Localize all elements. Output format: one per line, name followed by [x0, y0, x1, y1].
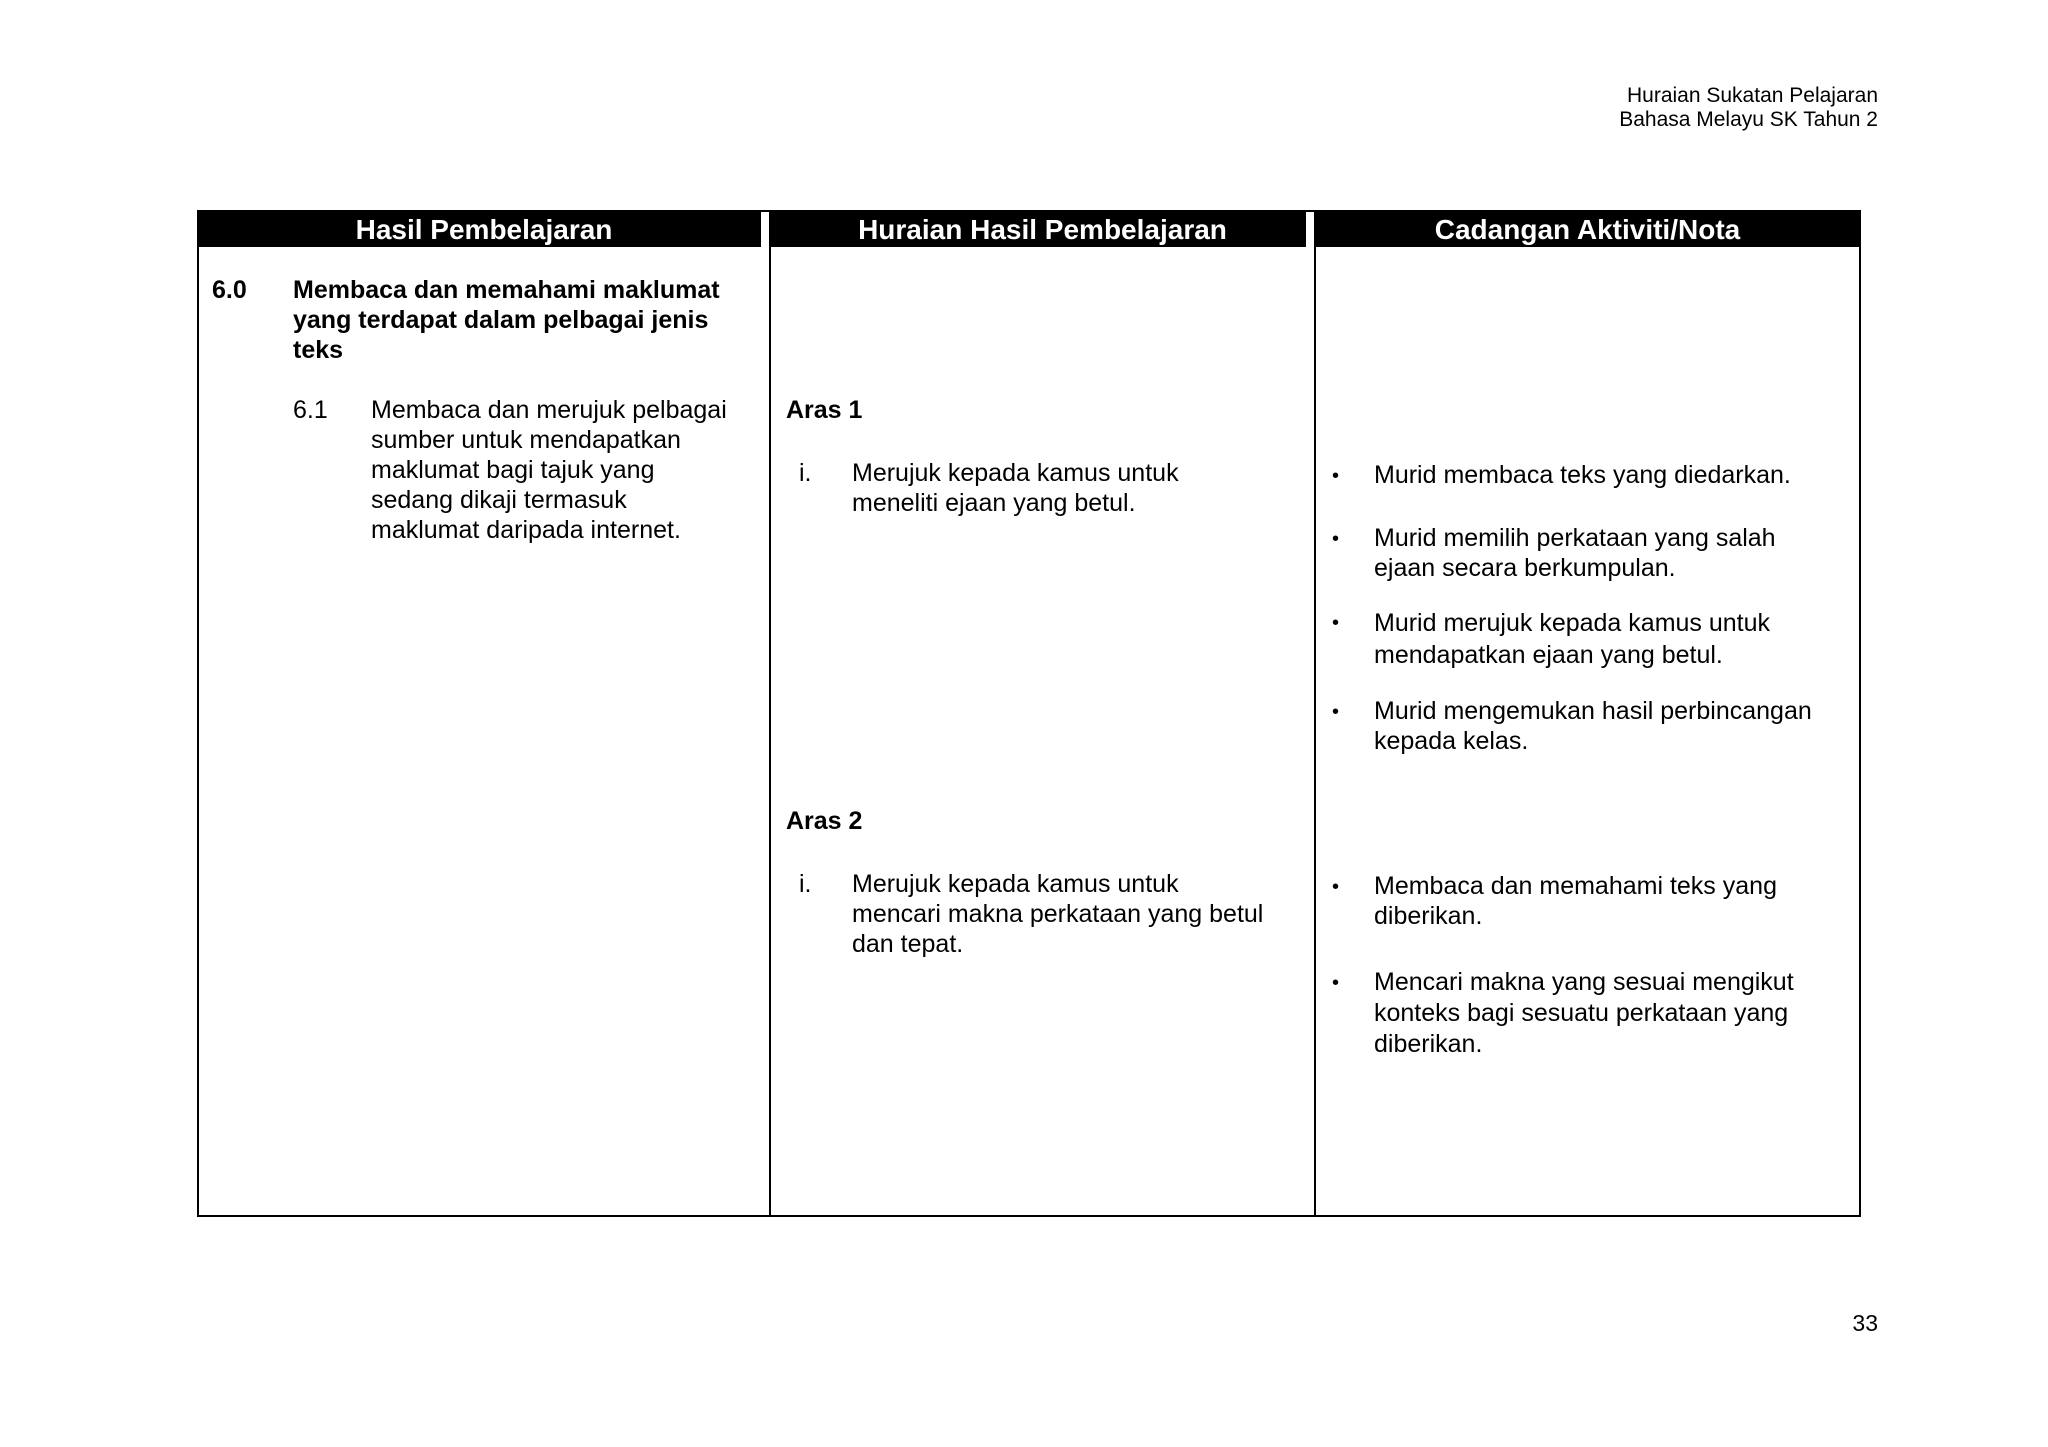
level-1-text [852, 458, 1302, 518]
text-line: kepada kelas. [1374, 727, 1529, 755]
level-2-label: Aras 2 [786, 807, 863, 835]
text-line: Murid mengemukan hasil perbincangan [1374, 697, 1812, 725]
bullet-icon: • [1332, 612, 1340, 634]
column-divider [1314, 212, 1316, 1215]
activity-item [1374, 871, 1854, 931]
main-outcome-number: 6.0 [212, 276, 247, 304]
page-number: 33 [1852, 1310, 1878, 1336]
column-header-huraian: Huraian Hasil Pembelajaran [858, 214, 1227, 245]
header-line-2: Bahasa Melayu SK Tahun 2 [1619, 108, 1878, 131]
text-line: konteks bagi sesuatu perkataan yang [1374, 999, 1789, 1027]
level-2-text [852, 869, 1312, 959]
activity-item [1374, 967, 1854, 1060]
column-divider [769, 212, 771, 1215]
bullet-icon: • [1332, 972, 1340, 994]
bullet-icon: • [1332, 876, 1340, 898]
sub-outcome-text [371, 395, 761, 545]
text-line: Mencari makna yang sesuai mengikut [1374, 968, 1794, 996]
text-line: dan tepat. [852, 930, 964, 958]
title-line: teks [293, 336, 344, 364]
level-1-marker: i. [799, 459, 812, 487]
column-header-cadangan: Cadangan Aktiviti/Nota [1434, 214, 1741, 245]
text-line: sedang dikaji termasuk [371, 486, 627, 514]
sub-outcome-number: 6.1 [293, 396, 328, 424]
text-line: maklumat bagi tajuk yang [371, 456, 655, 484]
bullet-icon: • [1332, 528, 1340, 550]
text-line: sumber untuk mendapatkan [371, 426, 681, 454]
text-line: Membaca dan memahami teks yang [1374, 872, 1777, 900]
bullet-icon: • [1332, 465, 1340, 487]
text-line: Murid membaca teks yang diedarkan. [1374, 461, 1791, 489]
activity-item [1374, 607, 1854, 671]
running-header [1619, 84, 1878, 132]
text-line: Merujuk kepada kamus untuk [852, 459, 1179, 487]
level-1-label: Aras 1 [786, 396, 863, 424]
title-line: Membaca dan memahami maklumat [293, 276, 720, 304]
text-line: mencari makna perkataan yang betul [852, 900, 1264, 928]
level-2-marker: i. [799, 870, 812, 898]
syllabus-table [197, 210, 1861, 1217]
column-header-hasil: Hasil Pembelajaran [355, 214, 613, 245]
bullet-icon: • [1332, 701, 1340, 723]
main-outcome-title [293, 275, 763, 365]
text-line: meneliti ejaan yang betul. [852, 489, 1136, 517]
header-line-1: Huraian Sukatan Pelajaran [1627, 84, 1878, 107]
text-line: mendapatkan ejaan yang betul. [1374, 641, 1723, 669]
text-line: Merujuk kepada kamus untuk [852, 870, 1179, 898]
text-line: diberikan. [1374, 902, 1483, 930]
text-line: Murid memilih perkataan yang salah [1374, 524, 1776, 552]
text-line: maklumat daripada internet. [371, 516, 681, 544]
text-line: Membaca dan merujuk pelbagai [371, 396, 727, 424]
title-line: yang terdapat dalam pelbagai jenis [293, 306, 709, 334]
table-header-row [199, 212, 1859, 247]
activity-item [1374, 460, 1854, 490]
activity-item [1374, 523, 1854, 583]
text-line: ejaan secara berkumpulan. [1374, 554, 1676, 582]
text-line: diberikan. [1374, 1030, 1483, 1058]
text-line: Murid merujuk kepada kamus untuk [1374, 609, 1771, 637]
activity-item [1374, 696, 1854, 756]
